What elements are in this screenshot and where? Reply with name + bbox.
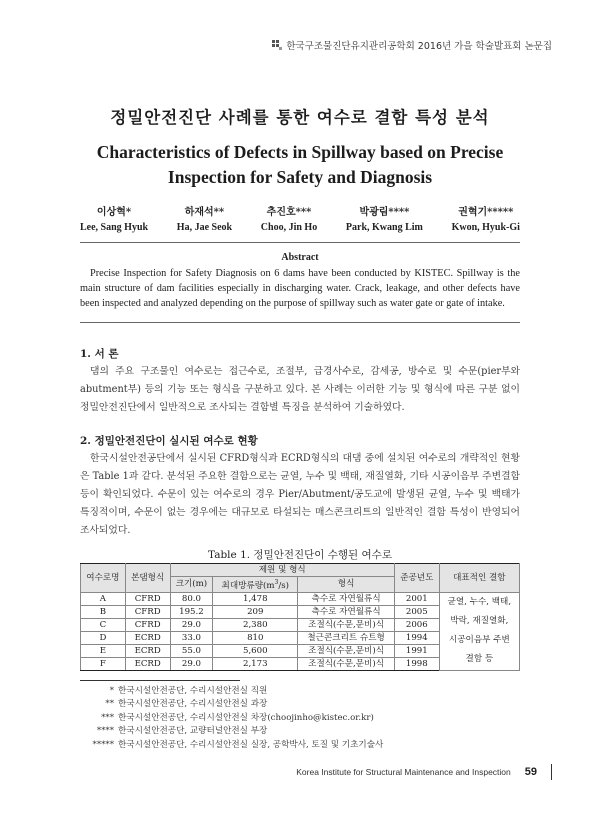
col-header-year: 준공년도 [394, 564, 439, 593]
cell-name: A [81, 592, 126, 605]
footnote: ** 한국시설안전공단, 수리시설안전실 과장 [105, 699, 268, 710]
cell-flow: 2,380 [213, 618, 298, 631]
cell-year: 1994 [394, 631, 439, 644]
cell-type: CFRD [125, 592, 170, 605]
cell-type: ECRD [125, 644, 170, 657]
cell-name: C [81, 618, 126, 631]
page-footer [296, 764, 552, 780]
cell-name: F [81, 657, 126, 670]
cell-size: 55.0 [170, 644, 213, 657]
cell-flow: 2,173 [213, 657, 298, 670]
table-header-row [81, 564, 520, 577]
author [346, 203, 423, 233]
author-name-english: Kwon, Hyuk-Gi [451, 222, 520, 233]
cell-size: 29.0 [170, 657, 213, 670]
title-korean: 정밀안전진단 사례를 통한 여수로 결함 특성 분석 [110, 108, 490, 127]
cell-size: 33.0 [170, 631, 213, 644]
cell-year: 2005 [394, 605, 439, 618]
cell-size: 80.0 [170, 592, 213, 605]
col-header-size: 크기(m) [170, 577, 213, 593]
footnote: *** 한국시설안전공단, 수리시설안전실 차장(choojinho@kistec.or.kr) [101, 712, 374, 723]
section-body: 한국시설안전공단에서 실시된 CFRD형식과 ECRD형식의 대댐 중에 설치된 여수로의 개략적인 현황은 Table 1과 같다. 분석된 주요한 결함으로는 균열, 누수 및 백태, 재질열화, 기타 시공이음부 주변결함 등이 확인되었다. 수문이 있는 여수로의 경우 Pier/Abutment/공도교에 발생된 균열, 누수 및 백태가 특징적이며, 수문이 없는 경우에는 대규모로 타설되는 매스콘크리트의 일반적인 결함 특성이 반영되어 조사되었다. [80, 453, 520, 536]
cell-type: CFRD [125, 605, 170, 618]
title-english [0, 140, 600, 190]
grid-dots-icon [272, 40, 282, 50]
cell-size: 195.2 [170, 605, 213, 618]
cell-year: 1991 [394, 644, 439, 657]
author-name-korean: 박광림**** [359, 207, 410, 218]
title-english-line2: Inspection for Safety and Diagnosis [167, 167, 433, 187]
page-number: 59 [524, 766, 537, 778]
section-heading: 2. 정밀안전진단이 실시된 여수로 현황 [80, 435, 258, 447]
cell-flow: 209 [213, 605, 298, 618]
footnotes [80, 685, 520, 752]
cell-type: CFRD [125, 618, 170, 631]
author-name-english: Lee, Sang Hyuk [80, 222, 149, 233]
cell-form: 조절식(수문,문비)식 [298, 618, 395, 631]
author [452, 203, 520, 233]
cell-year: 2001 [394, 592, 439, 605]
author [177, 203, 232, 233]
running-header [272, 38, 552, 52]
cell-flow: 1,478 [213, 592, 298, 605]
author-name-english: Ha, Jae Seok [176, 222, 233, 233]
footnote: **** 한국시설안전공단, 교량터널안전실 부장 [96, 726, 268, 737]
cell-flow: 810 [213, 631, 298, 644]
col-header-max-flow: 최대방류량$(m^3/s)$ [213, 577, 298, 593]
cell-size: 29.0 [170, 618, 213, 631]
col-header-dam-type: 본댐형식 [125, 564, 170, 593]
table-row [81, 592, 520, 605]
divider [80, 242, 520, 243]
author-name-korean: 이상혁* [96, 207, 132, 218]
cell-year: 1998 [394, 657, 439, 670]
cell-form: 철근콘크리트 슈트형 [298, 631, 395, 644]
col-header-defects: 대표적인 결함 [439, 564, 519, 593]
cell-form: 측수로 자연월류식 [298, 592, 395, 605]
cell-form: 조절식(수문,문비)식 [298, 644, 395, 657]
footer-bar [551, 764, 552, 780]
author [261, 203, 317, 233]
spillway-table [80, 563, 520, 671]
cell-name: D [81, 631, 126, 644]
col-header-form: 형식 [298, 577, 395, 593]
author-name-english: Choo, Jin Ho [260, 222, 318, 233]
table-caption: Table 1. 정밀안전진단이 수행된 여수로 [208, 549, 392, 561]
col-header-spec-group: 제원 및 형식 [170, 564, 394, 577]
title-english-line1: Characteristics of Defects in Spillway based on Precise [96, 142, 504, 162]
cell-type: ECRD [125, 631, 170, 644]
cell-flow: 5,600 [213, 644, 298, 657]
cell-name: E [81, 644, 126, 657]
divider [80, 322, 520, 323]
author-name-korean: 권혁기***** [458, 207, 514, 218]
cell-form: 조절식(수문,문비)식 [298, 657, 395, 670]
cell-defects: 균열, 누수, 백태, 박락, 재질열화, 시공이음부 주변 결함 등 [439, 592, 519, 670]
footnote-separator [80, 680, 240, 681]
author-list [80, 203, 520, 233]
section-heading: 1. 서 론 [80, 348, 119, 360]
cell-form: 측수로 자연월류식 [298, 605, 395, 618]
footer-org: Korea Institute for Structural Maintenance and Inspection [296, 767, 511, 777]
col-header-name: 여수로명 [81, 564, 126, 593]
footnote: ***** 한국시설안전공단, 수리시설안전실 실장, 공학박사, 토질 및 기초기술사 [92, 739, 384, 750]
section-body: 댐의 주요 구조물인 여수로는 접근수로, 조절부, 급경사수로, 감세공, 방수로 및 수문(pier부와 abutment부) 등의 기능 또는 형식을 구분하고 있다. 본 사례는 이러한 기능 및 형식에 따른 구분 없이 정밀안전진단에서 일반적으로 조사되는 결함별 특징을 분석하여 기술하였다. [80, 366, 520, 413]
cell-type: ECRD [125, 657, 170, 670]
abstract-heading: Abstract [281, 252, 319, 263]
author-name-english: Park, Kwang Lim [345, 222, 423, 233]
author-name-korean: 하재석** [184, 207, 225, 218]
footnote: * 한국시설안전공단, 수리시설안전실 직원 [109, 686, 268, 696]
abstract-body: Precise Inspection for Safety Diagnosis on 6 dams have been conducted by KISTEC. Spillway is the main structure of dam facilities especially in discharging water. Crack, leakage, and other defects have been inspected and analyzed depending on the purpose of spillway such as water gate or gate of intake. [80, 268, 520, 309]
cell-name: B [81, 605, 126, 618]
cell-year: 2006 [394, 618, 439, 631]
author [80, 203, 148, 233]
author-name-korean: 추진호*** [266, 207, 312, 218]
journal-name: 한국구조물진단유지관리공학회 2016년 가을 학술발표회 논문집 [286, 41, 552, 52]
